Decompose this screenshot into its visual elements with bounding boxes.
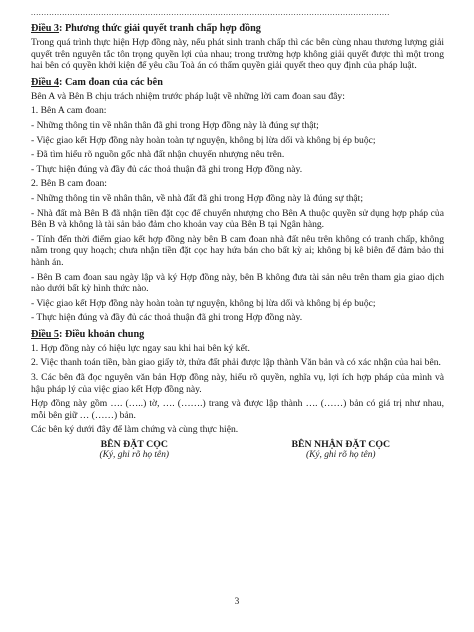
page-number: 3 [234,597,240,607]
party-b-pledge-item: - Bên B cam đoan sau ngày lập và ký Hợp đồng này, bên B không đưa tài sản nêu trên tham gia giao dịch nào dưới bất kỳ hình thức nào. [31,271,444,295]
party-a-pledge-item: - Việc giao kết Hợp đồng này hoàn toàn tự nguyện, không bị lừa dối và không bị ép buộc; [31,134,376,146]
article-3 [31,22,444,72]
depositor-sign-note: (Ký, ghi rõ họ tên) [99,450,170,461]
general-term-item: 1. Hợp đồng này có hiệu lực ngay sau khi hai bên ký kết. [31,342,250,354]
article-4 [31,76,444,324]
article-4-heading [31,76,444,89]
deposit-receiver-signature [246,439,436,461]
general-term-item: 3. Các bên đã đọc nguyên văn bản Hợp đồng này, hiểu rõ quyền, nghĩa vụ, lợi ích hợp pháp của mình và hậu pháp lý của việc giao kết Hợp đồng này. [31,372,444,395]
party-a-pledge-item: - Thực hiện đúng và đầy đủ các thoả thuận đã ghi trong Hợp đồng này. [31,163,303,175]
article-4-number: Điều 4 [31,76,60,88]
article-3-number: Điều 3 [31,23,60,34]
article-3-body: Trong quá trình thực hiện Hợp đồng này, nếu phát sinh tranh chấp thì các bên cùng nhau thương lượng giải quyết trên nguyên tắc tôn trọng quyền lợi của nhau; trong trường hợp không giải quyết được thì một trong hai bên có quyền khởi kiện để yêu cầu Toà án có thẩm quyền giải quyết theo quy định của pháp luật. [31,37,444,72]
party-a-pledge-item: - Đã tìm hiểu rõ nguồn gốc nhà đất nhận chuyển nhượng nêu trên. [31,149,285,161]
article-3-heading [31,22,444,35]
depositor-title: BÊN ĐẶT CỌC [100,439,168,451]
depositor-signature [39,439,229,461]
top-dotted-line: .......................................................................................................................................... [31,8,390,17]
article-5-number: Điều 5 [31,328,60,340]
party-b-pledge-item: - Việc giao kết Hợp đồng này hoàn toàn tự nguyện, không bị lừa dối và không bị ép buộc; [31,297,376,309]
article-4-title: : Cam đoan của các bên [59,76,163,88]
party-b-pledge-item: - Tính đến thời điểm giao kết hợp đồng này bên B cam đoan nhà đất nêu trên không có tranh chấp, không nằm trong quy hoạch; chưa nhận tiền đặt cọc hay hứa bán cho bất kỳ ai; không bị kê biên để đảm bảo thi hành án. [31,233,444,268]
general-term-item: 2. Việc thanh toán tiền, bàn giao giấy tờ, thửa đất phải được lập thành Văn bản và có xác nhận của hai bên. [31,357,441,369]
party-b-pledge-item: - Nhà đất mà Bên B đã nhận tiền đặt cọc để chuyển nhượng cho Bên A thuộc quyền sử dụng hợp pháp của Bên B và không là tài sản bảo đảm cho khoản vay của Bên B tại Ngân hàng. [31,207,444,231]
article-5 [31,328,444,436]
deposit-receiver-sign-note: (Ký, ghi rõ họ tên) [305,450,376,461]
party-a-pledge-item: - Những thông tin về nhân thân đã ghi trong Hợp đồng này là đúng sự thật; [31,119,319,131]
article-3-title: : Phương thức giải quyết tranh chấp hợp đồng [59,23,261,34]
party-b-pledge-item: - Những thông tin về nhân thân, về nhà đất đã ghi trong Hợp đồng này là đúng sự thật; [31,192,364,204]
signature-block [31,439,444,461]
party-b-pledge-label: 2. Bên B cam đoan: [31,178,107,190]
article-5-heading [31,328,444,341]
party-a-pledge-label: 1. Bên A cam đoan: [31,105,107,117]
article-5-title: : Điều khoản chung [59,328,145,340]
party-b-pledge-item: - Thực hiện đúng và đầy đủ các thoả thuận đã ghi trong Hợp đồng này. [31,312,303,324]
article-4-intro: Bên A và Bên B chịu trách nhiệm trước pháp luật về những lời cam đoan sau đây: [31,90,345,102]
deposit-receiver-title: BÊN NHẬN ĐẶT CỌC [291,439,391,451]
general-term-item: Các bên ký dưới đây để làm chứng và cùng thực hiện. [31,424,239,436]
general-term-item: Hợp đồng này gồm …. (…..) tờ, …. (…….) trang và được lập thành …. (……) bản có giá trị như nhau, mỗi bên giữ … (……) bản. [31,398,444,421]
